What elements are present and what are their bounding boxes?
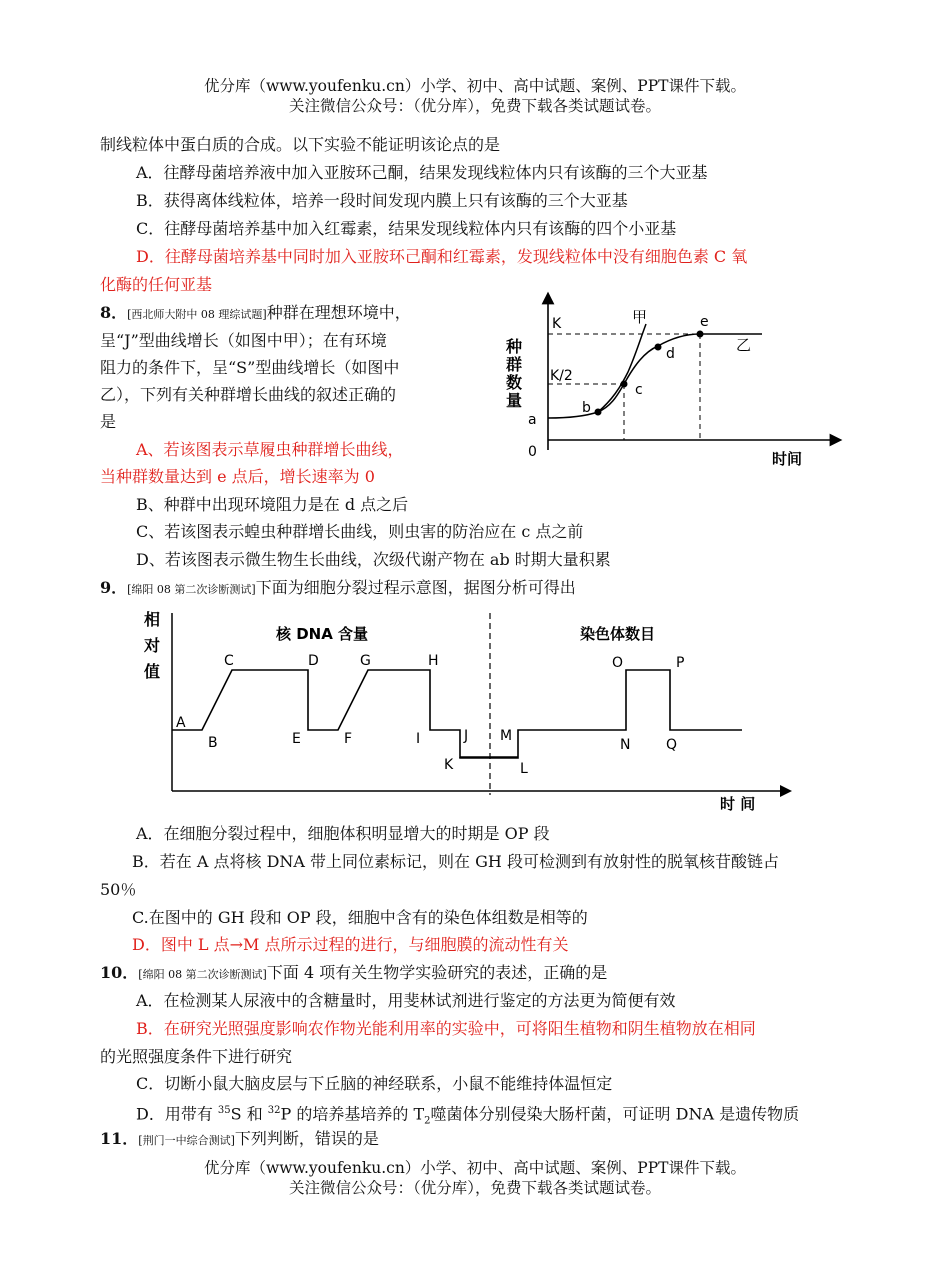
point-c-dot bbox=[621, 381, 628, 388]
y-axis-label-3: 数 bbox=[506, 373, 523, 392]
jia-label: 甲 bbox=[632, 308, 648, 326]
q9-option-b-line2: 50％ bbox=[100, 880, 137, 899]
q10-d-text4: 噬菌体分别侵染大肠杆菌，可证明 DNA 是遗传物质 bbox=[430, 1104, 800, 1124]
x-axis-label: 时 间 bbox=[720, 795, 756, 813]
point-d-label: D bbox=[308, 653, 319, 669]
left-title: 核 DNA 含量 bbox=[276, 625, 369, 643]
q10-option-a: A．在检测某人尿液中的含糖量时，用斐林试剂进行鉴定的方法更为简便有效 bbox=[136, 991, 676, 1010]
right-title: 染色体数目 bbox=[580, 625, 656, 643]
q10-option-c: C．切断小鼠大脑皮层与下丘脑的神经联系，小鼠不能维持体温恒定 bbox=[136, 1074, 613, 1093]
q8-option-d: D、若该图表示微生物生长曲线，次级代谢产物在 ab 时期大量积累 bbox=[136, 550, 611, 569]
q10-stem bbox=[100, 962, 607, 986]
q11-source: [荆门一中综合测试] bbox=[138, 1134, 235, 1147]
q9-option-c: C.在图中的 GH 段和 OP 段，细胞中含有的染色体组数是相等的 bbox=[132, 908, 588, 927]
point-m-label: M bbox=[500, 728, 513, 744]
q7-option-d-line1: D．往酵母菌培养基中同时加入亚胺环己酮和红霉素，发现线粒体中没有细胞色素 C 氧 bbox=[136, 247, 748, 266]
point-e-label: E bbox=[292, 731, 301, 747]
q11-stem bbox=[100, 1128, 379, 1152]
origin-label: 0 bbox=[528, 444, 537, 460]
q8-number: 8． bbox=[100, 303, 128, 322]
point-f-label: F bbox=[344, 731, 353, 747]
q9-option-d: D．图中 L 点→M 点所示过程的进行，与细胞膜的流动性有关 bbox=[132, 935, 569, 954]
point-l-label: L bbox=[520, 761, 528, 777]
e-label: e bbox=[700, 314, 709, 330]
q8-stem-line5: 是 bbox=[100, 412, 117, 431]
point-d-dot bbox=[655, 344, 662, 351]
q8-stem-line1 bbox=[100, 302, 411, 326]
point-n-label: N bbox=[620, 737, 631, 753]
q10-d-text3: P 的培养基培养的 T bbox=[280, 1104, 425, 1124]
page-footer-line1: 优分库（www.youfenku.cn）小学、初中、高中试题、案例、PPT课件下载。 bbox=[203, 1159, 747, 1177]
q7-option-a: A．往酵母菌培养液中加入亚胺环己酮，结果发现线粒体内只有该酶的三个大亚基 bbox=[136, 163, 708, 182]
q10-d-text2: S 和 bbox=[230, 1104, 268, 1124]
point-o-label: O bbox=[612, 655, 624, 671]
b-label: b bbox=[582, 400, 591, 416]
a-label: a bbox=[528, 412, 537, 428]
point-c-label: C bbox=[224, 653, 234, 669]
point-a-label: A bbox=[176, 715, 186, 731]
point-b-label: B bbox=[208, 735, 218, 751]
q10-d-text1: D．用带有 bbox=[136, 1104, 218, 1124]
page-footer-line2: 关注微信公众号：（优分库），免费下载各类试题试卷。 bbox=[288, 1179, 661, 1197]
q8-option-a-line2: 当种群数量达到 e 点后，增长速率为 0 bbox=[100, 467, 375, 486]
q10-source: [绵阳 08 第二次诊断测试] bbox=[138, 968, 267, 981]
point-h-label: H bbox=[428, 653, 439, 669]
y-axis-label-2: 群 bbox=[506, 355, 523, 374]
t2-subscript: 2 bbox=[424, 1115, 431, 1127]
q9-stem bbox=[100, 577, 576, 601]
point-p-label: P bbox=[676, 655, 685, 671]
sulfur-isotope-number: 35 bbox=[217, 1105, 231, 1116]
cell-division-figure bbox=[140, 603, 800, 813]
point-g-label: G bbox=[360, 653, 371, 669]
q11-stem-text: 下列判断，错误的是 bbox=[234, 1129, 379, 1148]
population-growth-figure bbox=[490, 290, 850, 470]
q9-option-b-line1: B．若在 A 点将核 DNA 带上同位素标记，则在 GH 段可检测到有放射性的脱氧核苷酸链占 bbox=[132, 852, 779, 871]
q7-option-b: B．获得离体线粒体，培养一段时间发现内膜上只有该酶的三个大亚基 bbox=[136, 191, 628, 210]
yi-label: 乙 bbox=[736, 336, 752, 354]
point-e-dot bbox=[697, 331, 704, 338]
q8-stem-line3: 阻力的条件下，呈“S”型曲线增长（如图中 bbox=[100, 358, 400, 377]
point-k-label: K bbox=[444, 757, 454, 773]
q8-stem-text1: 种群在理想环境中， bbox=[266, 303, 411, 322]
q10-number: 10． bbox=[100, 963, 139, 982]
phosphorus-isotope-number: 32 bbox=[267, 1105, 281, 1116]
q7-stem: 制线粒体中蛋白质的合成。以下实验不能证明该论点的是 bbox=[100, 135, 501, 154]
q9-stem-text: 下面为细胞分裂过程示意图，据图分析可得出 bbox=[255, 578, 576, 597]
q10-option-b-line1: B．在研究光照强度影响农作物光能利用率的实验中，可将阳生植物和阴生植物放在相同 bbox=[136, 1019, 756, 1038]
k-label: K bbox=[552, 316, 562, 332]
q8-source: [西北师大附中 08 理综试题] bbox=[127, 308, 267, 321]
y-axis-label-4: 量 bbox=[506, 391, 523, 410]
q8-option-a-line1: A、若该图表示草履虫种群增长曲线， bbox=[136, 440, 404, 459]
q10-option-b-line2: 的光照强度条件下进行研究 bbox=[100, 1047, 293, 1066]
q8-option-b: B、种群中出现环境阻力是在 d 点之后 bbox=[136, 495, 409, 514]
d-label: d bbox=[666, 346, 675, 362]
y-axis-label-1: 相 bbox=[144, 610, 161, 629]
page-header-line2: 关注微信公众号：（优分库），免费下载各类试题试卷。 bbox=[288, 97, 661, 115]
q7-option-c: C．往酵母菌培养基中加入红霉素，结果发现线粒体内只有该酶的四个小亚基 bbox=[136, 219, 677, 238]
y-axis-label-1: 种 bbox=[506, 337, 523, 356]
point-q-label: Q bbox=[666, 737, 678, 753]
k-half-label: K/2 bbox=[550, 368, 573, 384]
point-i-label: I bbox=[416, 731, 421, 747]
chromosome-number-curve bbox=[460, 670, 742, 758]
q11-number: 11． bbox=[100, 1129, 139, 1148]
point-j-label: J bbox=[464, 728, 469, 744]
j-curve-jia bbox=[598, 324, 646, 412]
q8-stem-line4: 乙），下列有关种群增长曲线的叙述正确的 bbox=[100, 385, 397, 404]
page-header-line1: 优分库（www.youfenku.cn）小学、初中、高中试题、案例、PPT课件下载。 bbox=[203, 77, 747, 95]
q9-number: 9． bbox=[100, 578, 128, 597]
c-label: c bbox=[635, 382, 643, 398]
y-axis-label-3: 值 bbox=[144, 662, 161, 681]
point-b-dot bbox=[595, 409, 602, 416]
q8-option-c: C、若该图表示蝗虫种群增长曲线，则虫害的防治应在 c 点之前 bbox=[136, 522, 584, 541]
q7-option-d-line2: 化酶的任何亚基 bbox=[100, 275, 213, 294]
y-axis-label-2: 对 bbox=[144, 636, 161, 655]
q9-option-a: A．在细胞分裂过程中，细胞体积明显增大的时期是 OP 段 bbox=[136, 824, 550, 843]
q8-stem-line2: 呈“J”型曲线增长（如图中甲）；在有环境 bbox=[100, 331, 387, 350]
q10-stem-text: 下面 4 项有关生物学实验研究的表述，正确的是 bbox=[266, 963, 608, 982]
q9-source: [绵阳 08 第二次诊断测试] bbox=[127, 583, 256, 596]
x-axis-label: 时间 bbox=[772, 450, 803, 468]
